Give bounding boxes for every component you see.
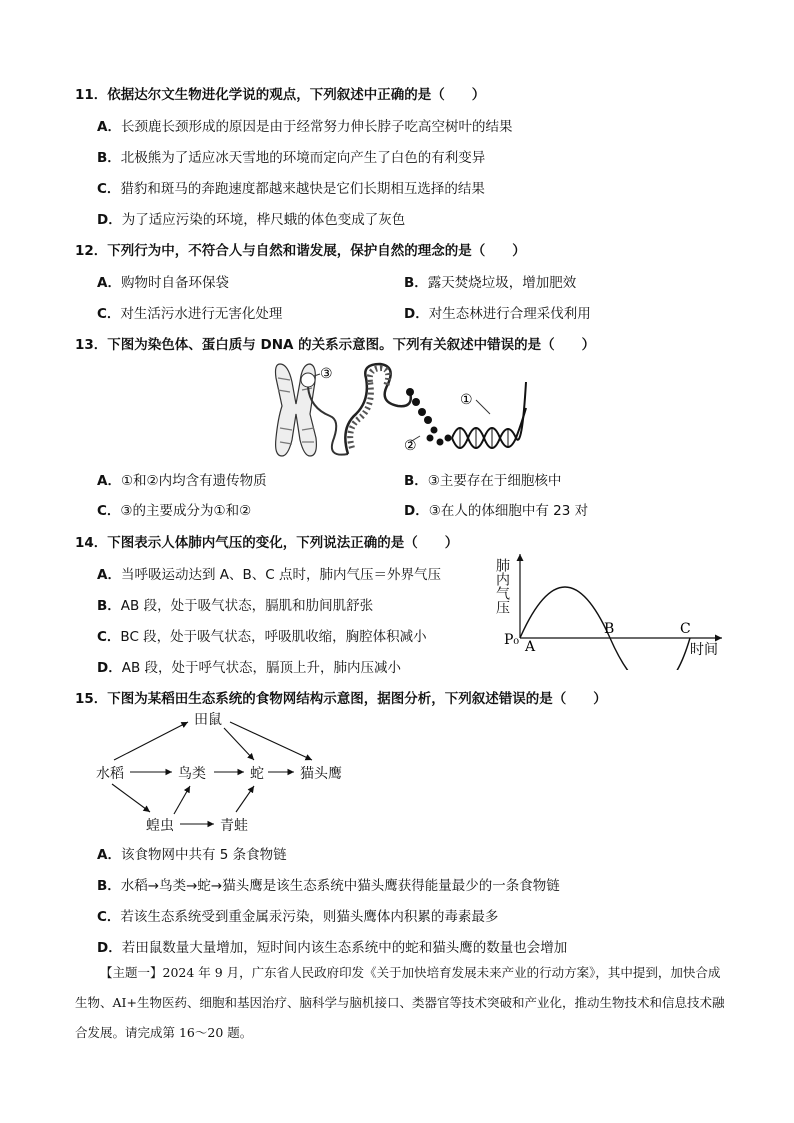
option-text: 长颈鹿长颈形成的原因是由于经常努力伸长脖子吃高空树叶的结果 [120,119,513,135]
q14-option-b[interactable] [97,594,373,614]
y-axis-label: 肺内气压 [494,558,510,614]
node-snake: 蛇 [250,766,264,782]
question-12-stem: 12．下列行为中，不符合人与自然和谐发展，保护自然的理念的是（ ） [75,243,526,259]
node-locust: 蝗虫 [146,818,174,834]
q13-option-c[interactable] [97,499,251,519]
option-label: C． [97,629,121,645]
q11-option-a[interactable] [97,115,512,135]
node-bird: 鸟类 [178,766,206,782]
q14-option-a[interactable] [97,563,441,583]
option-text: AB 段，处于吸气状态，膈肌和肋间肌舒张 [120,598,374,614]
q12-option-a[interactable] [97,271,229,291]
option-label: D． [97,940,122,956]
point-b-label: B [604,621,615,637]
q14-option-c[interactable] [97,625,427,645]
question-14-stem: 14．下图表示人体肺内气压的变化，下列说法正确的是（ ） [75,535,459,551]
option-label: B． [404,275,428,291]
option-label: B． [404,473,428,489]
option-label: C． [97,181,121,197]
q11-option-b[interactable] [97,146,485,166]
chromosome-zoom-circle [301,373,315,387]
option-text: 露天焚烧垃圾，增加肥效 [427,275,577,291]
option-text: 对生态林进行合理采伐利用 [428,306,591,322]
q15-option-c[interactable] [97,905,498,925]
node-frog: 青蛙 [220,818,248,834]
origin-label: P₀ [504,632,520,648]
lung-pressure-graph [490,550,730,670]
q13-option-d[interactable] [404,499,588,519]
option-label: A． [97,567,121,583]
q14-option-d[interactable] [97,656,401,676]
point-c-label: C [680,621,691,637]
q12-option-b[interactable] [404,271,576,291]
question-13-stem: 13．下图为染色体、蛋白质与 DNA 的关系示意图。下列有关叙述中错误的是（ ） [75,337,596,353]
option-text: 该食物网中共有 5 条食物链 [120,847,287,863]
q11-option-c[interactable] [97,177,485,197]
option-label: D． [404,306,429,322]
option-text: BC 段，处于吸气状态，呼吸肌收缩，胸腔体积减小 [120,629,427,645]
option-text: 当呼吸运动达到 A、B、C 点时，肺内气压＝外界气压 [120,567,441,583]
option-label: D． [404,503,429,519]
node-rice: 水稻 [96,766,124,782]
option-text: 对生活污水进行无害化处理 [120,306,283,322]
q12-option-c[interactable] [97,302,282,322]
point-a-label: A [525,639,536,655]
option-label: C． [97,306,121,322]
label-two: ② [404,438,417,454]
option-label: D． [97,660,122,676]
q13-option-a[interactable] [97,469,267,489]
node-owl: 猫头鹰 [300,766,342,782]
option-text: ①和②内均含有遗传物质 [120,473,267,489]
option-label: D． [97,212,122,228]
q12-option-d[interactable] [404,302,591,322]
option-text: ③主要存在于细胞核中 [427,473,562,489]
label-three: ③ [320,366,333,382]
food-web-diagram [90,706,370,838]
option-label: A． [97,275,121,291]
option-text: ③的主要成分为①和② [120,503,252,519]
nucleosome-beads [406,388,452,446]
q13-option-b[interactable] [404,469,561,489]
option-label: B． [97,878,121,894]
option-text: ③在人的体细胞中有 23 对 [428,503,589,519]
option-text: 若该生态系统受到重金属汞污染，则猫头鹰体内积累的毒素最多 [120,909,499,925]
coiled-chromatin [345,364,410,454]
label-one: ① [460,392,473,408]
question-15-stem: 15．下图为某稻田生态系统的食物网结构示意图，据图分析，下列叙述错误的是（ ） [75,691,607,707]
q15-option-b[interactable] [97,874,560,894]
x-axis-label: 时间 [690,642,718,658]
node-mouse: 田鼠 [194,712,222,728]
option-label: C． [97,909,121,925]
option-text: 水稻→鸟类→蛇→猫头鹰是该生态系统中猫头鹰获得能量最少的一条食物链 [120,878,560,894]
option-text: AB 段，处于呼气状态，膈顶上升，肺内压减小 [121,660,402,676]
option-label: A． [97,847,121,863]
option-text: 猎豹和斑马的奔跑速度都越来越快是它们长期相互选择的结果 [120,181,485,197]
q11-option-d[interactable] [97,208,405,228]
q15-option-d[interactable] [97,936,567,956]
option-label: B． [97,598,121,614]
option-text: 为了适应污染的环境，桦尺蛾的体色变成了灰色 [121,212,406,228]
chromosome-dna-diagram [270,358,530,464]
option-text: 北极熊为了适应冰天雪地的环境而定向产生了白色的有利变异 [120,150,486,166]
topic-one-paragraph: 【主题一】2024 年 9 月，广东省人民政府印发《关于加快培育发展未来产业的行动方案》，其中提到，加快合成生物、AI+生物医药、细胞和基因治疗、脑科学与脑机接口、类器官等技术突破和产业化，推动生物技术和信息技术融合发展。请完成第 16～20 题。 [75,965,725,1040]
option-label: C． [97,503,121,519]
option-text: 购物时自备环保袋 [120,275,229,291]
option-text: 若田鼠数量大量增加，短时间内该生态系统中的蛇和猫头鹰的数量也会增加 [121,940,568,956]
question-11-stem: 11．依据达尔文生物进化学说的观点，下列叙述中正确的是（ ） [75,87,486,103]
option-label: A． [97,473,121,489]
food-web-arrows [112,722,312,824]
q15-option-a[interactable] [97,843,287,863]
option-label: A． [97,119,121,135]
option-label: B． [97,150,121,166]
